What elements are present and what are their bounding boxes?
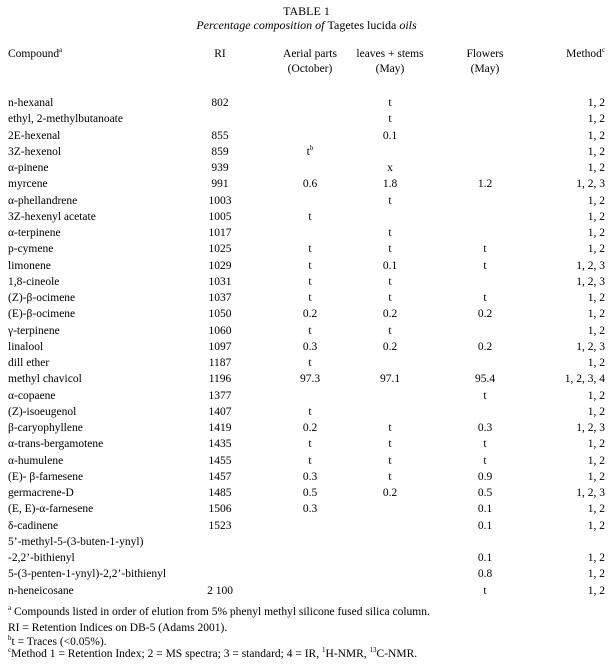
table-row (0, 160, 613, 176)
header-aerial: Aerial parts (October) (283, 48, 337, 75)
ri-cell: 1025 (208, 243, 232, 256)
table-row (0, 225, 613, 241)
flowers-cell: t (483, 454, 487, 467)
method-cell: 1, 2 (587, 519, 605, 532)
ri-cell: 1005 (208, 210, 232, 223)
table-row (0, 371, 613, 387)
flowers-cell: 0.1 (477, 503, 493, 516)
flowers-cell: t (483, 584, 487, 597)
ri-cell: 1037 (208, 292, 232, 304)
ri-cell: 1506 (208, 503, 232, 516)
leaves-cell: 0.1 (382, 259, 398, 272)
compound-cell: methyl chavicol (8, 373, 82, 386)
table-row (0, 436, 613, 452)
compound-cell: 5’-methyl-5-(3-buten-1-ynyl) (8, 535, 144, 548)
table-row (0, 306, 613, 322)
header-method: Method$^c$ (566, 46, 605, 60)
table-row (0, 485, 613, 501)
aerial-cell: 0.3 (302, 503, 318, 516)
compound-cell: 3Z-hexenyl acetate (8, 210, 96, 223)
footnote-ri: RI = Retention Indices on DB-5 (Adams 2001). (8, 622, 228, 634)
subtitle-prefix: Percentage composition of (196, 18, 328, 32)
flowers-cell: 95.4 (474, 373, 496, 386)
method-cell: 1, 2, 3 (576, 487, 605, 499)
flowers-cell: t (483, 243, 487, 256)
flowers-cell: 0.1 (477, 519, 493, 532)
method-cell: 1, 2, 3, 4 (564, 373, 605, 386)
method-cell: 1, 2 (587, 97, 605, 109)
method-cell: 1, 2 (587, 162, 605, 174)
ri-cell: 802 (211, 97, 229, 109)
ri-cell: 1050 (208, 308, 232, 321)
aerial-cell: 0.5 (302, 487, 318, 499)
method-cell: 1, 2 (587, 405, 605, 418)
ri-cell: 991 (211, 178, 229, 191)
compound-cell: -2,2’-bithienyl (8, 552, 75, 564)
aerial-cell: t (308, 292, 312, 304)
aerial-cell: t (308, 405, 312, 418)
aerial-cell: t (308, 243, 312, 256)
compound-cell: 5-(3-penten-1-ynyl)-2,2’-bithienyl (8, 568, 167, 581)
leaves-cell: 1.8 (382, 178, 398, 191)
table-row (0, 176, 613, 192)
aerial-cell: 0.2 (302, 422, 318, 434)
leaves-cell: t (388, 194, 392, 207)
compound-cell: α-humulene (8, 454, 64, 467)
table-row (0, 209, 613, 225)
table-row (0, 583, 613, 599)
method-cell: 1, 2 (587, 503, 605, 516)
compound-cell: α-phellandrene (8, 194, 78, 207)
leaves-cell: t (388, 438, 392, 451)
table-row (0, 128, 613, 144)
aerial-cell: t (308, 275, 312, 288)
table-row (0, 95, 613, 111)
ri-cell: 1407 (208, 405, 232, 418)
table-row (0, 241, 613, 257)
ri-cell: 1457 (208, 470, 232, 483)
table-row (0, 258, 613, 274)
table-row (0, 501, 613, 517)
leaves-cell: t (388, 275, 392, 288)
aerial-cell: t (308, 324, 312, 337)
ri-cell: 1031 (208, 275, 232, 288)
method-cell: 1, 2 (587, 194, 605, 207)
compound-cell: germacrene-D (8, 487, 74, 499)
method-cell: 1, 2 (587, 210, 605, 223)
table-row (0, 518, 613, 534)
compound-cell: dill ether (8, 357, 50, 369)
flowers-cell: 1.2 (477, 178, 493, 191)
aerial-cell: 0.2 (302, 308, 318, 321)
leaves-cell: t (388, 243, 392, 256)
table-row (0, 388, 613, 404)
method-cell: 1, 2, 3 (576, 259, 605, 272)
method-cell: 1, 2 (587, 438, 605, 451)
compound-cell: 1,8-cineole (8, 275, 60, 288)
ri-cell: 1029 (208, 259, 232, 272)
aerial-cell: t (308, 259, 312, 272)
leaves-cell: t (388, 97, 392, 109)
leaves-cell: 0.2 (382, 340, 398, 353)
ri-cell: 859 (211, 145, 229, 158)
method-cell: 1, 2 (587, 568, 605, 581)
flowers-cell: t (483, 259, 487, 272)
table-row (0, 355, 613, 371)
compound-cell: α-copaene (8, 389, 56, 402)
table-row (0, 323, 613, 339)
flowers-cell: 0.1 (477, 552, 493, 564)
table-subtitle (0, 18, 613, 33)
table-row (0, 144, 613, 160)
compound-cell: n-heneicosane (8, 584, 74, 597)
aerial-cell: 0.3 (302, 470, 318, 483)
flowers-cell: 0.3 (477, 422, 493, 434)
table-row (0, 111, 613, 127)
leaves-cell: t (388, 113, 392, 126)
ri-cell: 1017 (208, 227, 232, 239)
compound-cell: α-trans-bergamotene (8, 438, 104, 451)
ri-cell: 855 (211, 129, 229, 142)
aerial-cell: t (308, 210, 312, 223)
header-ri: RI (214, 48, 226, 60)
header-leaves: leaves + stems (May) (356, 48, 424, 75)
ri-cell: 1419 (208, 422, 232, 434)
table-row (0, 193, 613, 209)
footnote-b: $^b$t = Traces (<0.05%). (8, 634, 107, 648)
method-cell: 1, 2 (587, 552, 605, 564)
method-cell: 1, 2 (587, 292, 605, 304)
table-row (0, 550, 613, 566)
ri-cell: 1455 (208, 454, 232, 467)
table-row (0, 274, 613, 290)
ri-cell: 1097 (208, 340, 232, 353)
footnote-a: $^a$ Compounds listed in order of elution from 5% phenyl methyl silicone fused silica column. (8, 604, 430, 618)
leaves-cell: t (388, 422, 392, 434)
aerial-cell: t (308, 454, 312, 467)
aerial-cell: $t^b$ (306, 143, 314, 158)
compound-cell: linalool (8, 340, 44, 353)
method-cell: 1, 2 (587, 227, 605, 239)
flowers-cell: 0.9 (477, 470, 493, 483)
compound-cell: β-caryophyllene (8, 422, 83, 434)
leaves-cell: t (388, 227, 392, 239)
method-cell: 1, 2, 3 (576, 422, 605, 434)
compound-cell: myrcene (8, 178, 48, 191)
table-row (0, 339, 613, 355)
flowers-cell: t (483, 389, 487, 402)
ri-cell: 1377 (208, 389, 232, 402)
ri-cell: 939 (211, 162, 229, 174)
table-footnotes (8, 604, 430, 660)
method-cell: 1, 2 (587, 145, 605, 158)
method-cell: 1, 2 (587, 324, 605, 337)
leaves-cell: 0.2 (382, 308, 398, 321)
flowers-cell: t (483, 292, 487, 304)
ri-cell: 1187 (208, 357, 232, 369)
method-cell: 1, 2, 3 (576, 275, 605, 288)
leaves-cell: t (388, 324, 392, 337)
compound-cell: (E, E)-α-farnesene (8, 503, 94, 516)
flowers-cell: 0.8 (477, 568, 493, 581)
ri-cell: 1485 (208, 487, 232, 499)
aerial-cell: t (308, 438, 312, 451)
compound-cell: (E)-β-ocimene (8, 308, 76, 321)
compound-cell: δ-cadinene (8, 519, 59, 532)
compound-cell: 2E-hexenal (8, 129, 61, 142)
flowers-cell: t (483, 438, 487, 451)
aerial-cell: 0.3 (302, 340, 318, 353)
leaves-cell: t (388, 470, 392, 483)
ri-cell: 1003 (208, 194, 232, 207)
compound-cell: γ-terpinene (8, 324, 60, 337)
flowers-cell: 0.5 (477, 487, 493, 499)
table-row (0, 290, 613, 306)
leaves-cell: 0.1 (382, 129, 398, 142)
method-cell: 1, 2 (587, 470, 605, 483)
table-title: TABLE 1 (283, 4, 330, 18)
compound-cell: (Z)-β-ocimene (8, 292, 76, 304)
header-flowers: Flowers (May) (466, 48, 504, 75)
compound-cell: ethyl, 2-methylbutanoate (8, 113, 123, 126)
compound-cell: limonene (8, 259, 51, 272)
compound-cell: 3Z-hexenol (8, 145, 62, 158)
compound-cell: (E)- β-farnesene (8, 470, 84, 483)
aerial-cell: 97.3 (299, 373, 321, 386)
table-row (0, 404, 613, 420)
method-cell: 1, 2 (587, 308, 605, 321)
method-cell: 1, 2 (587, 243, 605, 256)
method-cell: 1, 2 (587, 584, 605, 597)
ri-cell: 1523 (208, 519, 232, 532)
aerial-cell: t (308, 357, 312, 369)
subtitle-species: Tagetes lucida (327, 18, 397, 32)
compound-cell: p-cymene (8, 243, 54, 256)
table-row (0, 469, 613, 485)
header-compound: Compound$^a$ (8, 46, 63, 60)
aerial-cell: 0.6 (302, 178, 318, 191)
ri-cell: 1435 (208, 438, 232, 451)
method-cell: 1, 2 (587, 389, 605, 402)
subtitle-suffix: oils (396, 18, 417, 32)
footnote-c: $^c$Method 1 = Retention Index; 2 = MS spectra; 3 = standard; 4 = IR, $^1$H-NMR, $^{13}$C-NMR. (8, 646, 418, 660)
compound-cell: α-terpinene (8, 227, 61, 239)
leaves-cell: t (388, 454, 392, 467)
method-cell: 1, 2, 3 (576, 178, 605, 191)
ri-cell: 1060 (208, 324, 232, 337)
ri-cell: 1196 (208, 373, 232, 386)
flowers-cell: 0.2 (477, 340, 493, 353)
method-cell: 1, 2 (587, 357, 605, 369)
leaves-cell: 97.1 (379, 373, 401, 386)
leaves-cell: x (387, 162, 393, 174)
table-row (0, 420, 613, 436)
leaves-cell: 0.2 (382, 487, 398, 499)
ri-cell: 2 100 (207, 584, 233, 597)
method-cell: 1, 2 (587, 113, 605, 126)
table-row (0, 453, 613, 469)
table-row (0, 534, 613, 550)
table-row (0, 566, 613, 582)
compound-cell: α-pinene (8, 162, 49, 174)
method-cell: 1, 2, 3 (576, 340, 605, 353)
compound-cell: n-hexanal (8, 97, 54, 109)
method-cell: 1, 2 (587, 129, 605, 142)
method-cell: 1, 2 (587, 454, 605, 467)
flowers-cell: 0.2 (477, 308, 493, 321)
leaves-cell: t (388, 292, 392, 304)
compound-cell: (Z)-isoeugenol (8, 405, 77, 418)
